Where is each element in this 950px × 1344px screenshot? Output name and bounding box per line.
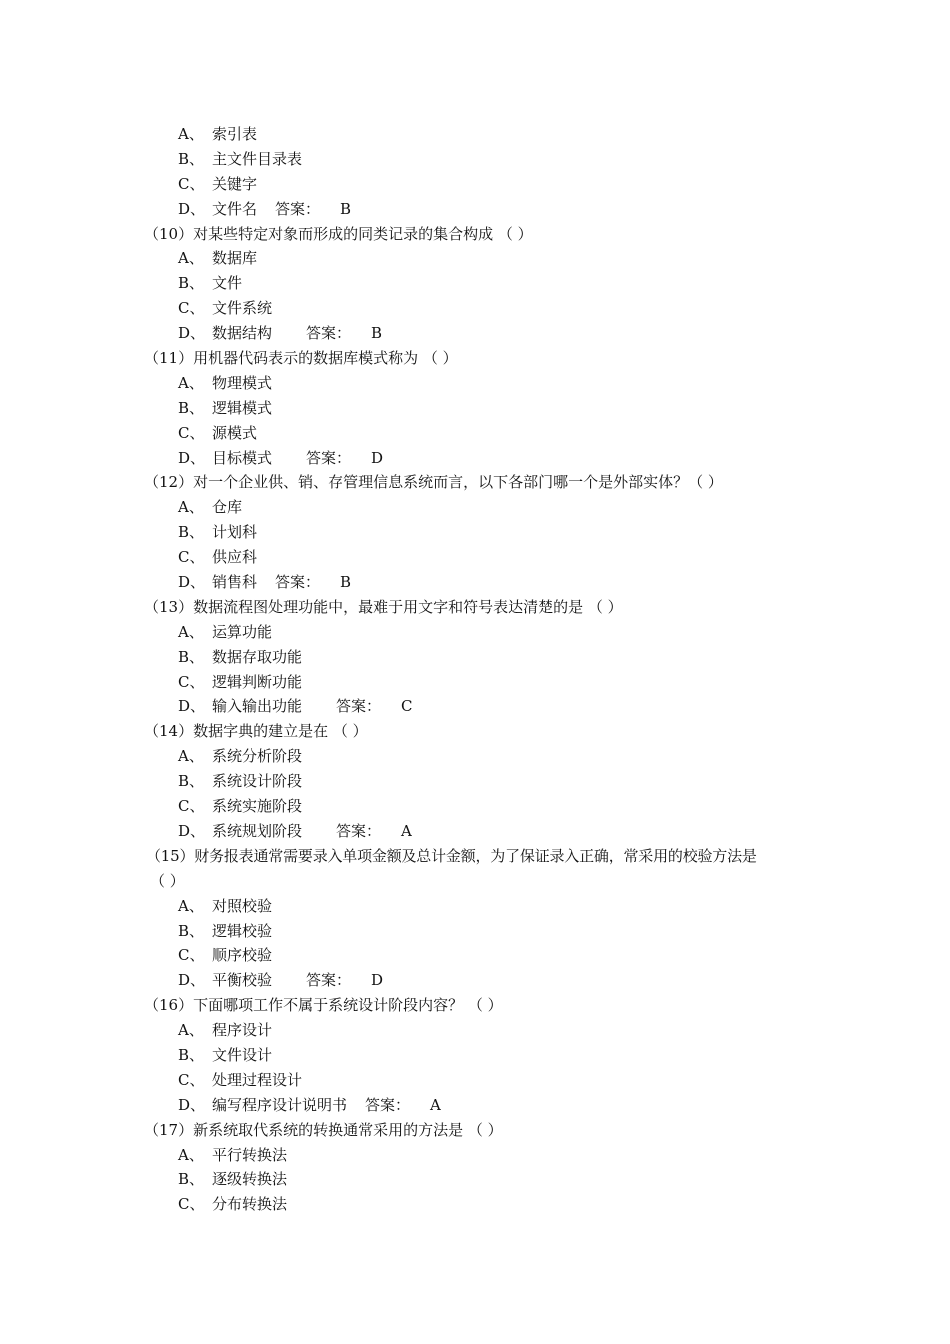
- option-text: 关键字: [212, 174, 258, 193]
- answer-label: 答案：: [306, 448, 352, 467]
- question-line: [0, 844, 950, 869]
- option-letter: B、: [178, 647, 205, 666]
- option-letter: C、: [178, 174, 205, 193]
- option-line: [0, 794, 950, 819]
- option-text: 文件: [212, 274, 243, 293]
- option-line: [0, 1018, 950, 1043]
- option-line: [0, 122, 950, 147]
- option-line: [0, 321, 950, 346]
- question-text: （10）对某些特定对象而形成的同类记录的集合构成 （ ）: [144, 224, 533, 243]
- option-text: 数据库: [212, 249, 258, 268]
- option-letter: A、: [178, 498, 204, 517]
- option-letter: A、: [178, 622, 204, 641]
- option-text: 文件名: [212, 199, 258, 218]
- question-line: [0, 346, 950, 371]
- option-line: [0, 694, 950, 719]
- option-letter: B、: [178, 1170, 205, 1189]
- option-letter: C、: [178, 1070, 205, 1089]
- option-text: 平衡校验: [212, 971, 273, 990]
- option-line: [0, 769, 950, 794]
- option-letter: D、: [178, 697, 206, 716]
- option-text: 主文件目录表: [212, 149, 303, 168]
- question-text: （17）新系统取代系统的转换通常采用的方法是 （ ）: [144, 1120, 503, 1139]
- option-line: [0, 172, 950, 197]
- option-text: 供应科: [212, 548, 258, 567]
- option-line: [0, 894, 950, 919]
- option-letter: B、: [178, 772, 205, 791]
- option-letter: B、: [178, 523, 205, 542]
- option-letter: B、: [178, 921, 205, 940]
- option-line: [0, 421, 950, 446]
- option-letter: C、: [178, 797, 205, 816]
- option-text: 索引表: [212, 125, 258, 143]
- option-line: [0, 819, 950, 844]
- option-text: 对照校验: [212, 896, 273, 915]
- question-line: [0, 595, 950, 620]
- option-line: [0, 495, 950, 520]
- option-text: 逐级转换法: [212, 1170, 288, 1189]
- option-letter: A、: [178, 896, 204, 915]
- answer-label: 答案：: [275, 573, 321, 592]
- option-line: [0, 545, 950, 570]
- question-text: （ ）: [150, 871, 185, 890]
- option-letter: C、: [178, 423, 205, 442]
- option-text: 数据结构: [212, 324, 273, 343]
- answer-label: 答案：: [275, 199, 321, 218]
- option-text: 逻辑模式: [212, 398, 273, 417]
- option-line: [0, 570, 950, 595]
- answer-label: 答案：: [365, 1095, 411, 1114]
- option-letter: B、: [178, 149, 205, 168]
- option-text: 逻辑判断功能: [212, 672, 303, 691]
- option-text: 系统规划阶段: [212, 821, 303, 840]
- option-line: [0, 1043, 950, 1068]
- question-text: （12）对一个企业供、销、存管理信息系统而言，以下各部门哪一个是外部实体？（ ）: [144, 473, 723, 492]
- document-page: [0, 122, 950, 1217]
- option-line: [0, 1143, 950, 1168]
- option-line: [0, 396, 950, 421]
- option-line: [0, 446, 950, 471]
- option-letter: C、: [178, 548, 205, 567]
- option-text: 系统设计阶段: [212, 772, 303, 791]
- option-letter: A、: [178, 249, 204, 268]
- option-line: [0, 520, 950, 545]
- option-line: [0, 744, 950, 769]
- option-line: [0, 271, 950, 296]
- option-line: [0, 296, 950, 321]
- option-letter: D、: [178, 573, 206, 592]
- option-line: [0, 1192, 950, 1217]
- question-line: [0, 1118, 950, 1143]
- answer-value: A: [401, 821, 412, 840]
- option-text: 逻辑校验: [212, 921, 273, 940]
- option-text: 输入输出功能: [212, 697, 303, 716]
- option-letter: A、: [178, 1021, 204, 1040]
- question-continuation: [0, 869, 950, 894]
- option-line: [0, 1093, 950, 1118]
- option-letter: B、: [178, 398, 205, 417]
- option-line: [0, 943, 950, 968]
- question-text: （15）财务报表通常需要录入单项金额及总计金额，为了保证录入正确，常采用的校验方法是: [146, 846, 757, 865]
- option-text: 文件系统: [212, 299, 273, 318]
- question-text: （13）数据流程图处理功能中，最难于用文字和符号表达清楚的是 （ ）: [144, 597, 623, 616]
- option-letter: C、: [178, 1195, 205, 1214]
- option-text: 系统实施阶段: [212, 797, 303, 816]
- option-letter: A、: [178, 125, 204, 143]
- option-line: [0, 246, 950, 271]
- option-text: 目标模式: [212, 448, 273, 467]
- option-letter: D、: [178, 821, 206, 840]
- option-letter: A、: [178, 747, 204, 766]
- option-letter: A、: [178, 1145, 204, 1164]
- answer-value: A: [430, 1095, 441, 1114]
- option-line: [0, 670, 950, 695]
- answer-value: D: [371, 448, 384, 467]
- option-text: 程序设计: [212, 1021, 273, 1040]
- option-text: 系统分析阶段: [212, 747, 303, 766]
- option-line: [0, 197, 950, 222]
- option-text: 仓库: [212, 498, 243, 517]
- question-line: [0, 470, 950, 495]
- answer-label: 答案：: [306, 971, 352, 990]
- option-letter: D、: [178, 1095, 206, 1114]
- option-text: 计划科: [212, 523, 258, 542]
- answer-value: B: [340, 573, 352, 592]
- option-text: 物理模式: [212, 373, 273, 392]
- option-line: [0, 1068, 950, 1093]
- answer-value: C: [401, 697, 413, 716]
- question-text: （14）数据字典的建立是在 （ ）: [144, 722, 368, 741]
- question-text: （11）用机器代码表示的数据库模式称为 （ ）: [144, 349, 458, 368]
- answer-value: B: [340, 199, 352, 218]
- question-line: [0, 993, 950, 1018]
- option-line: [0, 1167, 950, 1192]
- answer-label: 答案：: [306, 324, 352, 343]
- option-letter: D、: [178, 199, 206, 218]
- option-line: [0, 371, 950, 396]
- option-text: 处理过程设计: [212, 1070, 303, 1089]
- option-line: [0, 645, 950, 670]
- option-text: 销售科: [212, 573, 258, 592]
- option-text: 源模式: [212, 423, 258, 442]
- question-line: [0, 719, 950, 744]
- option-letter: D、: [178, 971, 206, 990]
- option-letter: A、: [178, 373, 204, 392]
- answer-label: 答案：: [336, 697, 382, 716]
- option-line: [0, 147, 950, 172]
- option-text: 平行转换法: [212, 1145, 288, 1164]
- option-letter: D、: [178, 448, 206, 467]
- option-letter: C、: [178, 946, 205, 965]
- option-text: 顺序校验: [212, 946, 273, 965]
- option-text: 编写程序设计说明书: [212, 1095, 348, 1114]
- option-text: 分布转换法: [212, 1195, 288, 1214]
- answer-label: 答案：: [336, 821, 382, 840]
- option-line: [0, 620, 950, 645]
- option-text: 文件设计: [212, 1045, 273, 1064]
- option-letter: B、: [178, 1045, 205, 1064]
- option-letter: C、: [178, 672, 205, 691]
- option-letter: D、: [178, 324, 206, 343]
- option-letter: B、: [178, 274, 205, 293]
- option-text: 运算功能: [212, 622, 273, 641]
- option-line: [0, 919, 950, 944]
- question-line: [0, 222, 950, 247]
- question-text: （16）下面哪项工作不属于系统设计阶段内容？ （ ）: [144, 996, 503, 1015]
- answer-value: D: [371, 971, 384, 990]
- answer-value: B: [371, 324, 383, 343]
- option-letter: C、: [178, 299, 205, 318]
- option-text: 数据存取功能: [212, 647, 303, 666]
- option-line: [0, 968, 950, 993]
